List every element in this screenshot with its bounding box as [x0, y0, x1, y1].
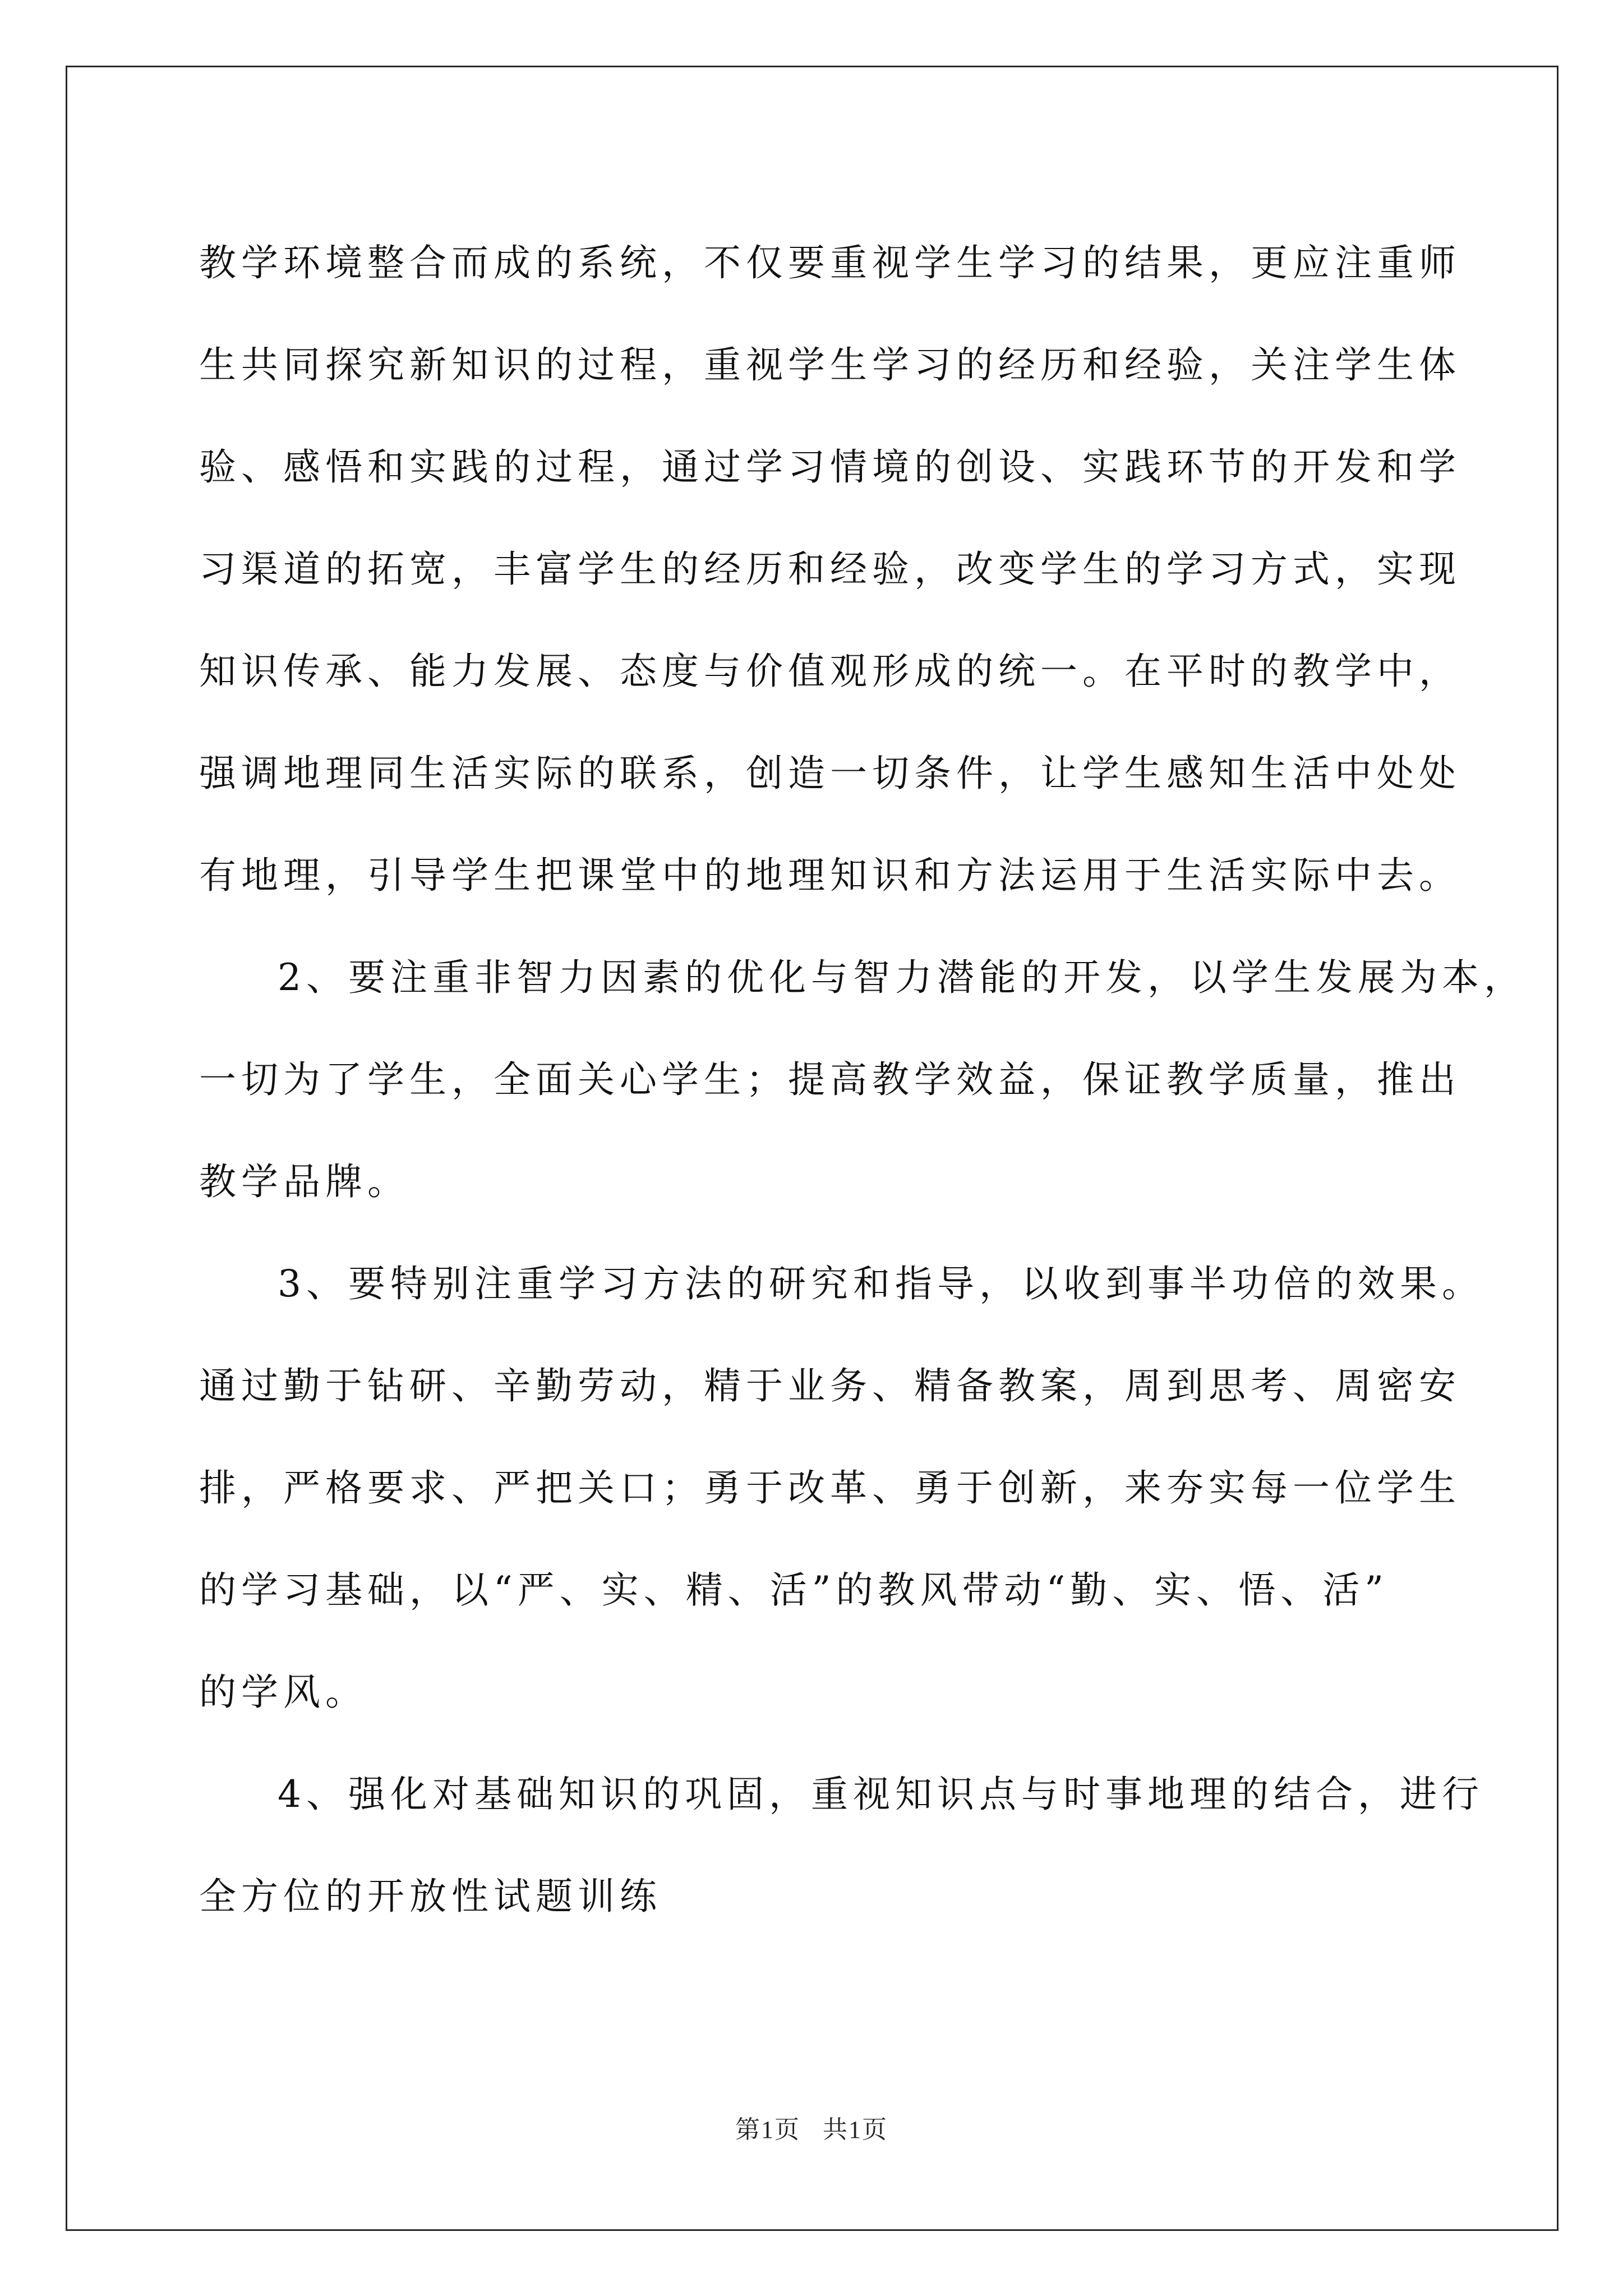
- text-line: 强调地理同生活实际的联系，创造一切条件，让学生感知生活中处处: [199, 752, 1461, 795]
- text-line: 一切为了学生，全面关心学生；提高教学效益，保证教学质量，推出: [199, 1058, 1461, 1101]
- text-line: 教学品牌。: [199, 1160, 409, 1203]
- text-line: 有地理，引导学生把课堂中的地理知识和方法运用于生活实际中去。: [199, 854, 1461, 897]
- page-footer: [0, 2109, 1623, 2145]
- text-line: 验、感悟和实践的过程，通过学习情境的创设、实践环节的开发和学: [199, 445, 1461, 489]
- text-line: 全方位的开放性试题训练: [199, 1875, 662, 1918]
- page-number-total: 共1页: [823, 2116, 888, 2143]
- paragraph-4: [199, 1743, 1484, 1948]
- text-line: 生共同探究新知识的过程，重视学生学习的经历和经验，关注学生体: [199, 343, 1461, 386]
- page-number-current: 第1页: [735, 2116, 800, 2143]
- text-line: 习渠道的拓宽，丰富学生的经历和经验，改变学生的学习方式，实现: [199, 547, 1461, 591]
- text-line: 通过勤于钻研、辛勤劳动，精于业务、精备教案，周到思考、周密安: [199, 1364, 1461, 1407]
- text-line: 知识传承、能力发展、态度与价值观形成的统一。在平时的教学中，: [199, 650, 1461, 693]
- text-line: 的学习基础，以“严、实、精、活”的教风带动“勤、实、悟、活”: [199, 1568, 1389, 1612]
- text-line: 4、强化对基础知识的巩固，重视知识点与时事地理的结合，进行: [278, 1773, 1484, 1816]
- text-line: 3、要特别注重学习方法的研究和指导，以收到事半功倍的效果。: [278, 1262, 1484, 1305]
- text-line: 排，严格要求、严把关口；勇于改革、勇于创新，来夯实每一位学生: [199, 1466, 1461, 1510]
- paragraph-3: [199, 1233, 1484, 1743]
- text-line: 2、要注重非智力因素的优化与智力潜能的开发，以学生发展为本，: [278, 956, 1526, 999]
- paragraph-1: [199, 212, 1461, 927]
- text-line: 的学风。: [199, 1671, 367, 1714]
- text-line: 教学环境整合而成的系统，不仅要重视学生学习的结果，更应注重师: [199, 241, 1461, 284]
- document-body: [199, 212, 1526, 1948]
- paragraph-2: [199, 927, 1526, 1233]
